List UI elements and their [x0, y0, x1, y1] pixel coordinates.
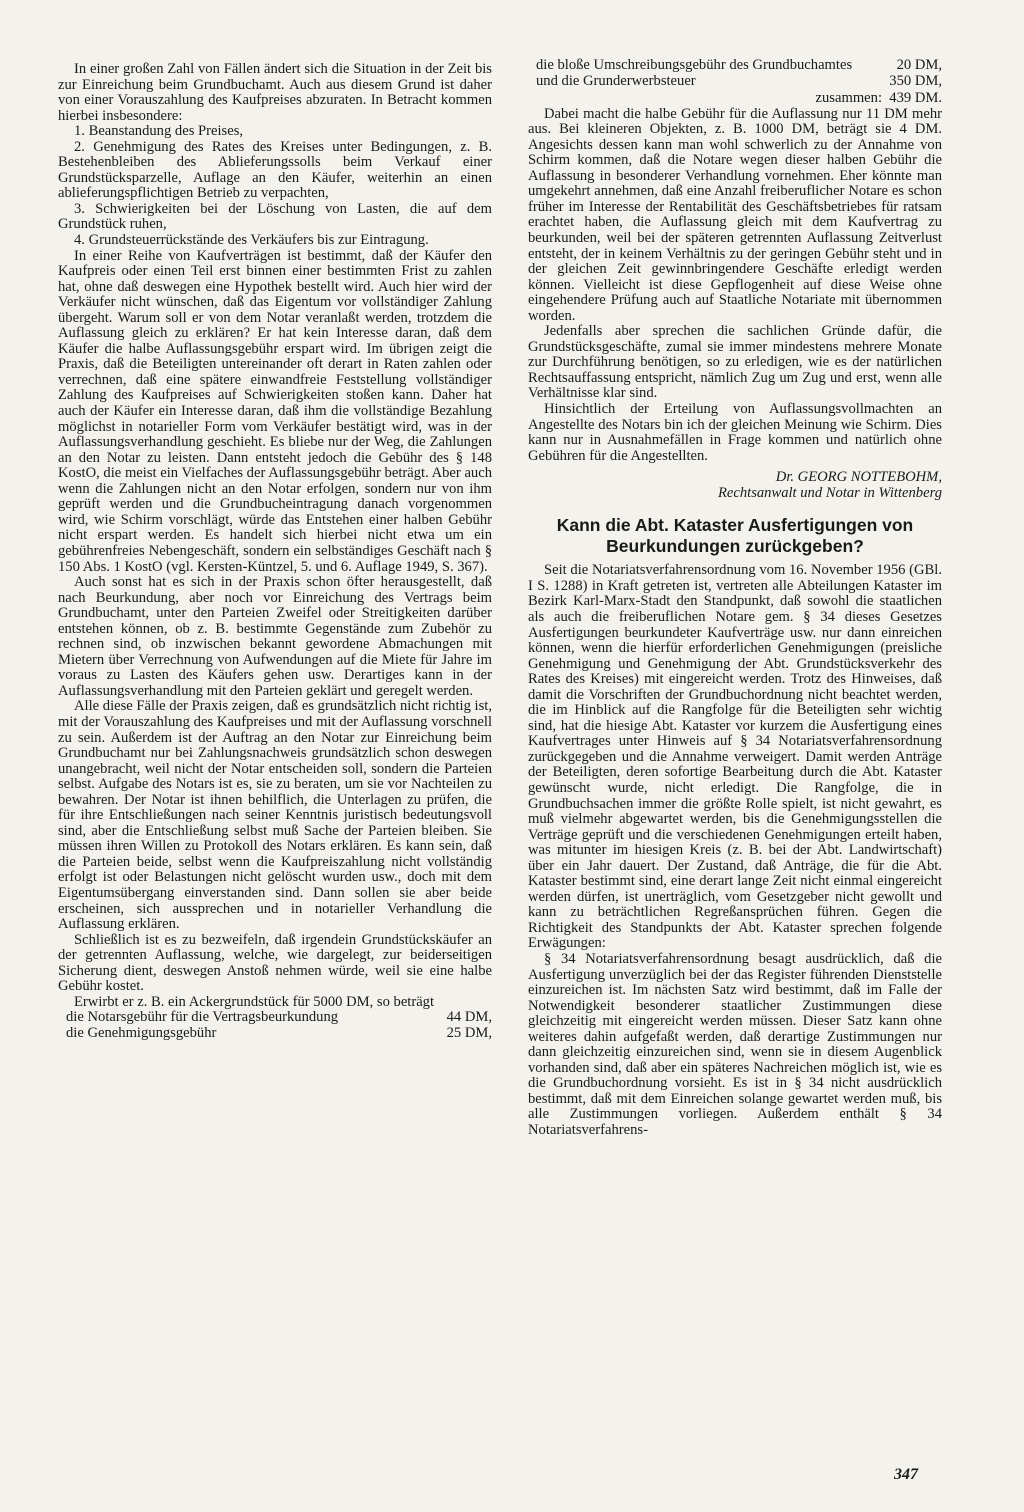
fee-label: die Genehmigungsgebühr	[66, 1024, 217, 1041]
fee-label: die Notarsgebühr für die Vertragsbeurkundung	[66, 1009, 339, 1026]
right-column	[528, 57, 942, 1139]
signature-title: Rechtsanwalt und Notar in Wittenberg	[717, 484, 942, 501]
fee-row	[528, 74, 942, 90]
fee-label: und die Grunderwerbsteuer	[536, 72, 696, 89]
paragraph: Auch sonst hat es sich in der Praxis schon öfter herausgestellt, daß nach Beurkundung, aber noch vor Einreichung des Vertrags beim Grundbuchamt, unter den Parteien Zweifel oder Streitigkeiten darüber entstehen können, ob z. B. bestimmte Gegenstände zum Zubehör zu rechnen sind, ob inzwischen bekannt gewordene Abmachungen mit Mietern über Verrechnung von Aufwendungen auf die Miete für Jahre im voraus zu Lasten des Käufers gehen usw. Derartiges kann in der Auflassungsverhandlung mit den Parteien geklärt und geregelt werden.	[58, 574, 492, 699]
paragraph: In einer Reihe von Kaufverträgen ist bestimmt, daß der Käufer den Kaufpreis oder einen Teil erst binnen einer bestimmten Frist zu zahlen hat, ohne daß deswegen eine Hypothek bestellt wird. Auch hier wird der Verkäufer nicht wünschen, daß das Eigentum vor vollständiger Zahlung übergeht. Warum soll er von dem Notar veranlaßt werden, trotzdem die Auflassung gleich zu erklären? Er hat kein Interesse daran, daß dem Käufer die halbe Auflassungsgebühr erspart wird. Im übrigen zeigt die Praxis, daß die Beteiligten untereinander oft derart in Raten zahlen oder verrechnen, daß eine spätere einwandfreie Feststellung vollständiger Zahlung des Kaufpreises auf Schwierigkeiten stoßen kann. Daher hat auch der Käufer ein Interesse daran, daß ihm die vollständige Bezahlung möglichst in notarieller Form vom Verkäufer bestätigt wird, was in der Auflassungsverhandlung geschieht. Es bliebe nur der Weg, die Zahlungen an den Notar zu leisten. Dann entsteht jedoch die Gebühr des § 148 KostO, die meist ein Vielfaches der Auflassungsgebühr beträgt. Aber auch wenn die Zahlungen nicht an den Notar erfolgen, sondern nur von ihm geprüft werden und die Grundbucheintragung danach vorgenommen wird, wie Schirm vorschlägt, würde das Entstehen einer halben Gebühr nicht erspart werden. Es handelt sich hierbei nicht etwa um ein gebührenfreies Nebengeschäft, sondern ein selbständiges Geschäft nach § 150 Abs. 1 KostO (vgl. Kersten-Küntzel, 5. und 6. Auflage 1949, S. 367).	[58, 247, 492, 575]
fee-total-label: zusammen:	[815, 90, 882, 107]
fee-total-amount: 439 DM.	[889, 90, 942, 107]
fee-table-left	[58, 1010, 492, 1041]
fee-row	[58, 1026, 492, 1042]
article-heading: Kann die Abt. Kataster Ausfertigungen von Beurkundungen zurückgeben?	[556, 515, 914, 557]
paragraph: Dabei macht die halbe Gebühr für die Auflassung nur 11 DM mehr aus. Bei kleineren Objekten, z. B. 1000 DM, beträgt sie 4 DM. Angesichts dessen kann man wohl schwerlich zu der Annahme von Schirm kommen, daß die Notare wegen dieser halben Gebühr die Auflassung in besonderer Verhandlung vornehmen. Eher könnte man umgekehrt annehmen, daß eine Anzahl freiberuflicher Notare es schon früher im Interesse der Rentabilität des Geschäftsbetriebes für ratsam erachtet haben, die Auflassung gleich mit dem Kaufvertrag zu beurkunden, weil bei der späteren getrennten Auflassung Zeitverlust entsteht, der in keinem Verhältnis zu der geringen Gebühr steht und in der gleichen Zeit gewinnbringendere Geschäfte erledigt werden können. Vielleicht ist diese Gepflogenheit auf diese Weise ohne eingehendere Prüfung auch auf Staatliche Notariate mit übernommen worden.	[528, 105, 942, 324]
paragraph: In einer großen Zahl von Fällen ändert sich die Situation in der Zeit bis zur Einreichung beim Grundbuchamt. Auch aus diesem Grund ist daher von einer Vorauszahlung des Kaufpreises abzuraten. In Betracht kommen hierbei insbesondere:	[58, 61, 492, 124]
paragraph: Seit die Notariatsverfahrensordnung vom 16. November 1956 (GBl. I S. 1288) in Kraft getreten ist, vertreten alle Abteilungen Kataster im Bezirk Karl-Marx-Stadt den Standpunkt, daß sowohl die staatlichen als auch die freiberuflichen Notare gem. § 34 dieses Gesetzes Ausfertigungen beurkundeter Kaufverträge usw. nur dann einreichen können, wenn die hierfür erforderlichen Genehmigungen (preisliche Genehmigung und Genehmigung der Abt. Grundstücksverkehr des Rates des Kreises) mit eingereicht werden. Trotz des Hinweises, daß damit die Vorschriften der Grundbuchordnung nicht beachtet werden, die im Hinblick auf die Rangfolge für die Beteiligten sehr wichtig sind, hat die hiesige Abt. Kataster vor kurzem die Ausfertigung eines Kaufvertrages unter Hinweis auf § 34 Notariatsverfahrensordnung zurückgegeben und die Annahme verweigert. Damit werden Anträge der Beteiligten, deren sofortige Bearbeitung durch die Abt. Kataster gewünscht wurde, nicht erledigt. Die Rangfolge, die in Grundbuchsachen immer die größte Rolle spielt, ist nicht gewahrt, es muß vielmehr abgewartet werden, bis die Genehmigungsstellen die Verträge geprüft und die verschiedenen Genehmigungen erteilt haben, was mitunter im hiesigen Kreis (z. B. bei der Abt. Landwirtschaft) über ein Jahr dauert. Der Zustand, daß Anträge, die für die Abt. Kataster bestimmt sind, eine derart lange Zeit nicht einmal eingereicht werden dürfen, ist unerträglich, vom Gesetzgeber nicht gewollt und kann zu beträchtlichen Regreßansprüchen führen. Gegen die Richtigkeit des Standpunkts der Abt. Kataster sprechen folgende Erwägungen:	[528, 562, 942, 952]
paragraph: Hinsichtlich der Erteilung von Auflassungsvollmachten an Angestellte des Notars bin ich der gleichen Meinung wie Schirm. Dies kann nur in Ausnahmefällen in Frage kommen und natürlich ohne Gebühren für die Angestellten.	[528, 401, 942, 464]
list-item: 4. Grundsteuerrückstände des Verkäufers bis zur Eintragung.	[74, 232, 429, 249]
paragraph: Schließlich ist es zu bezweifeln, daß irgendein Grundstückskäufer an der getrennten Auflassung, welche, wie dargelegt, zur beiderseitigen Sicherung dient, deswegen Anstoß nehmen würde, weil sie eine halbe Gebühr kostet.	[58, 931, 492, 995]
signature-name: Dr. GEORG NOTTEBOHM,	[775, 469, 942, 486]
fee-amount: 44 DM,	[446, 1009, 492, 1026]
fee-total-row	[528, 89, 942, 107]
paragraph: Erwirbt er z. B. ein Ackergrundstück für 5000 DM, so beträgt	[74, 993, 435, 1010]
paragraph: § 34 Notariatsverfahrensordnung besagt ausdrücklich, daß die Ausfertigung unverzüglich bei der das Register führenden Dienststelle einzureichen ist. Im nächsten Satz wird bestimmt, daß im Falle der Notwendigkeit besonderer staatlicher Zustimmungen diese gleichzeitig mit eingereicht werden müssen. Dieser Satz kann ohne weiteres dahin aufgefaßt werden, daß derartige Zustimmungen nur dann gleichzeitig einzureichen sind, wenn sie in diesem Augenblick vorhanden sind, daß aber ein späteres Nachreichen möglich ist, wie es die Grundbuchordnung vorsieht. Es ist in § 34 nicht ausdrücklich bestimmt, daß mit dem Einreichen solange gewartet werden muß, bis alle Zustimmungen vorliegen. Außerdem enthält § 34 Notariatsverfahrens-	[528, 950, 942, 1138]
list-item: 3. Schwierigkeiten bei der Löschung von Lasten, die auf dem Grundstück ruhen,	[58, 200, 492, 233]
fee-amount: 20 DM,	[896, 57, 942, 73]
signature	[528, 470, 942, 501]
fee-label: die bloße Umschreibungsgebühr des Grundbuchamtes	[536, 57, 853, 73]
left-column	[58, 62, 492, 1041]
fee-table-right	[528, 58, 942, 107]
paragraph: Alle diese Fälle der Praxis zeigen, daß es grundsätzlich nicht richtig ist, mit der Vorauszahlung des Kaufpreises und mit der Auflassung vorschnell zu sein. Außerdem ist der Auftrag an den Notar zur Einreichung beim Grundbuchamt nur bei Zahlungsnachweis grundsätzlich schon deswegen unangebracht, weil nicht der Notar entscheiden soll, sondern die Parteien selbst. Aufgabe des Notars ist es, sie zu beraten, um sie vor Nachteilen zu bewahren. Der Notar ist ihnen behilflich, die Unterlagen zu prüfen, die für ihre Entschließungen nach seiner Kenntnis juristisch bedeutungsvoll sind, aber die Entschließung selbst muß Sache der Parteien bleiben. Sie müssen ihren Willen zu Protokoll des Notars erklären. Es kann sein, daß die Parteien beide, selbst wenn die Kaufpreiszahlung nicht vollständig erfolgt ist oder Belastungen nicht gelöscht wurden usw., doch mit dem Eigentumsübergang einverstanden sind. Dann sollen sie aber beide erscheinen, sich aussprechen und in notarieller Verhandlung die Auflassung erklären.	[58, 698, 492, 933]
fee-amount: 350 DM,	[889, 72, 942, 89]
paragraph: Jedenfalls aber sprechen die sachlichen Gründe dafür, die Grundstücksgeschäfte, zumal sie immer mindestens mehrere Monate zur Durchführung benötigen, so zu erledigen, wie es der natürlichen Rechtsauffassung entspricht, nämlich Zug um Zug und erst, wenn alle Verhältnisse klar sind.	[528, 323, 942, 402]
fee-row	[58, 1010, 492, 1026]
fee-amount: 25 DM,	[446, 1024, 492, 1041]
list-item: 2. Genehmigung des Rates des Kreises unter Bedingungen, z. B. Bestehenbleiben des Ablieferungssolls beim Verkauf einer Grundstücksparzelle, Auflage an den Käufer, weiterhin an einen ablieferungspflichtigen Betrieb zu verpachten,	[58, 138, 492, 202]
fee-row	[528, 58, 942, 74]
page-number: 347	[894, 1466, 918, 1483]
list-item: 1. Beanstandung des Preises,	[74, 123, 244, 140]
